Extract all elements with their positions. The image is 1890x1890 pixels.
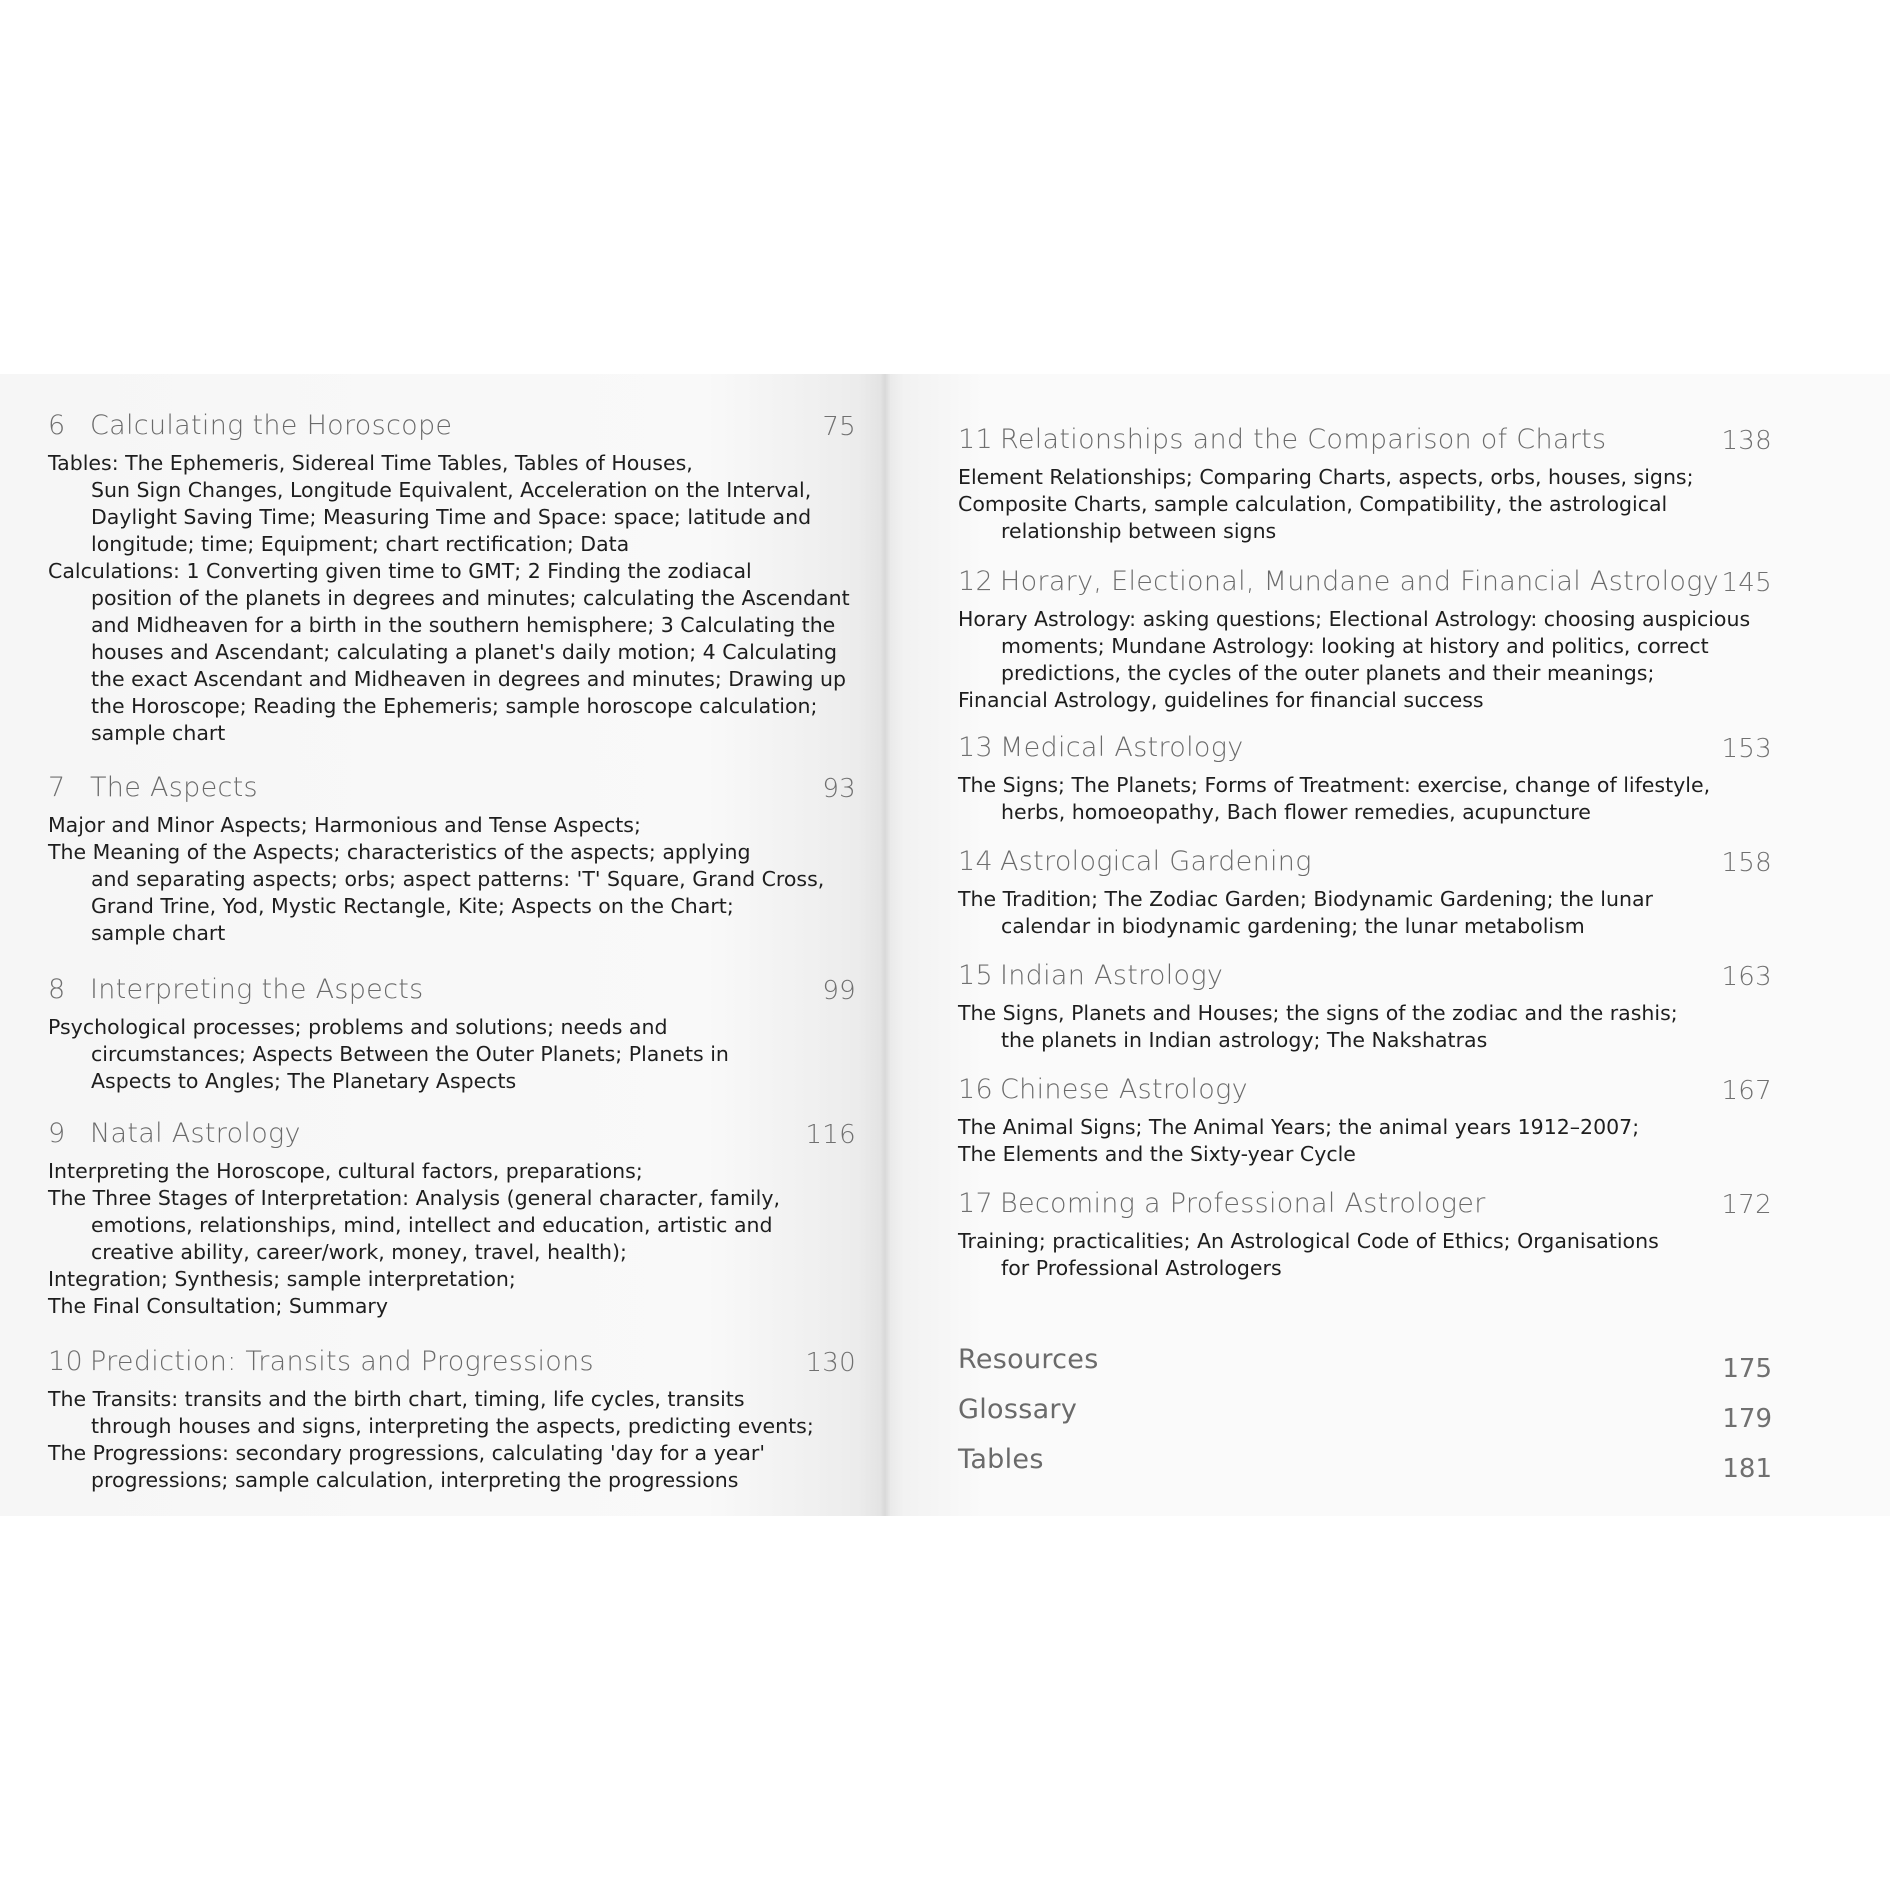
back-matter-title: Tables: [958, 1444, 1044, 1475]
chapter-description: [958, 772, 1772, 826]
description-line: Horary Astrology: asking questions; Electional Astrology: choosing auspicious: [958, 607, 1751, 631]
chapter-heading: [958, 846, 1772, 884]
chapter-title: Medical Astrology: [1000, 732, 1244, 763]
chapter-page-number: 93: [822, 774, 856, 804]
chapter-heading: [48, 1118, 856, 1156]
description-line: moments; Mundane Astrology: looking at history and politics, correct: [1001, 634, 1709, 658]
chapter-title: Horary, Electional, Mundane and Financial Astrology: [1000, 566, 1720, 597]
description-line: for Professional Astrologers: [1001, 1256, 1282, 1280]
back-matter-title: Glossary: [958, 1394, 1078, 1425]
chapter-heading: [48, 1346, 856, 1384]
toc-entry: [48, 410, 856, 747]
chapter-title: Astrological Gardening: [1000, 846, 1312, 877]
description-line: The Elements and the Sixty-year Cycle: [958, 1142, 1356, 1166]
chapter-description: [48, 450, 856, 747]
chapter-heading: [958, 424, 1772, 462]
chapter-title: Relationships and the Comparison of Charts: [1000, 424, 1607, 455]
chapter-heading: [958, 566, 1772, 604]
description-line: Major and Minor Aspects; Harmonious and Tense Aspects;: [48, 813, 641, 837]
description-line: sample chart: [91, 721, 226, 745]
chapter-description: [958, 464, 1772, 545]
description-line: Tables: The Ephemeris, Sidereal Time Tables, Tables of Houses,: [48, 451, 693, 475]
description-line: emotions, relationships, mind, intellect and education, artistic and: [91, 1213, 773, 1237]
chapter-number: 13: [958, 732, 993, 763]
description-line: calendar in biodynamic gardening; the lunar metabolism: [1001, 914, 1585, 938]
description-line: Calculations: 1 Converting given time to GMT; 2 Finding the zodiacal: [48, 559, 752, 583]
description-line: progressions; sample calculation, interpreting the progressions: [91, 1468, 739, 1492]
description-line: sample chart: [91, 921, 226, 945]
chapter-description: [48, 1014, 856, 1095]
description-line: Integration; Synthesis; sample interpretation;: [48, 1267, 516, 1291]
description-line: Interpreting the Horoscope, cultural factors, preparations;: [48, 1159, 643, 1183]
description-line: predictions, the cycles of the outer planets and their meanings;: [1001, 661, 1655, 685]
description-line: longitude; time; Equipment; chart rectification; Data: [91, 532, 630, 556]
back-matter-entry: [958, 1444, 1772, 1494]
chapter-description: [958, 1228, 1772, 1282]
description-line: the Horoscope; Reading the Ephemeris; sample horoscope calculation;: [91, 694, 818, 718]
description-line: The Signs; The Planets; Forms of Treatment: exercise, change of lifestyle,: [958, 773, 1711, 797]
chapter-page-number: 167: [1721, 1076, 1772, 1106]
back-matter-entry: [958, 1344, 1772, 1394]
description-line: Financial Astrology, guidelines for financial success: [958, 688, 1484, 712]
description-line: houses and Ascendant; calculating a planet's daily motion; 4 Calculating: [91, 640, 838, 664]
description-line: The Animal Signs; The Animal Years; the animal years 1912–2007;: [958, 1115, 1640, 1139]
chapter-title: Interpreting the Aspects: [90, 974, 424, 1005]
description-line: The Transits: transits and the birth chart, timing, life cycles, transits: [48, 1387, 745, 1411]
chapter-number: 11: [958, 424, 993, 455]
description-line: Aspects to Angles; The Planetary Aspects: [91, 1069, 517, 1093]
chapter-heading: [958, 732, 1772, 770]
description-line: relationship between signs: [1001, 519, 1277, 543]
chapter-description: [958, 886, 1772, 940]
description-line: creative ability, career/work, money, travel, health);: [91, 1240, 627, 1264]
right-page: [884, 374, 1890, 1516]
back-matter-entry: [958, 1394, 1772, 1444]
chapter-heading: [48, 772, 856, 810]
chapter-heading: [48, 974, 856, 1012]
toc-entry: [958, 566, 1772, 714]
chapter-number: 9: [48, 1118, 66, 1149]
description-line: the exact Ascendant and Midheaven in degrees and minutes; Drawing up: [91, 667, 847, 691]
description-line: and Midheaven for a birth in the southern hemisphere; 3 Calculating the: [91, 613, 836, 637]
chapter-number: 10: [48, 1346, 83, 1377]
chapter-page-number: 145: [1721, 568, 1772, 598]
chapter-heading: [48, 410, 856, 448]
description-line: Composite Charts, sample calculation, Compatibility, the astrological: [958, 492, 1668, 516]
toc-entry: [958, 424, 1772, 545]
description-line: Psychological processes; problems and solutions; needs and: [48, 1015, 668, 1039]
toc-entry: [958, 960, 1772, 1054]
chapter-page-number: 153: [1721, 734, 1772, 764]
description-line: and separating aspects; orbs; aspect patterns: 'T' Square, Grand Cross,: [91, 867, 825, 891]
toc-entry: [48, 772, 856, 947]
description-line: The Three Stages of Interpretation: Analysis (general character, family,: [48, 1186, 780, 1210]
chapter-page-number: 172: [1721, 1190, 1772, 1220]
chapter-title: Natal Astrology: [90, 1118, 301, 1149]
chapter-description: [48, 1386, 856, 1494]
chapter-title: Chinese Astrology: [1000, 1074, 1248, 1105]
description-line: through houses and signs, interpreting the aspects, predicting events;: [91, 1414, 814, 1438]
chapter-heading: [958, 1188, 1772, 1226]
chapter-page-number: 75: [822, 412, 856, 442]
toc-entry: [48, 1118, 856, 1320]
chapter-number: 7: [48, 772, 66, 803]
description-line: Element Relationships; Comparing Charts, aspects, orbs, houses, signs;: [958, 465, 1694, 489]
toc-entry: [48, 974, 856, 1095]
toc-entry: [958, 732, 1772, 826]
description-line: The Signs, Planets and Houses; the signs of the zodiac and the rashis;: [958, 1001, 1678, 1025]
chapter-description: [958, 606, 1772, 714]
left-page: [0, 374, 884, 1516]
chapter-description: [958, 1114, 1772, 1168]
chapter-description: [48, 1158, 856, 1320]
chapter-page-number: 116: [805, 1120, 856, 1150]
description-line: The Meaning of the Aspects; characteristics of the aspects; applying: [48, 840, 751, 864]
chapter-description: [958, 1000, 1772, 1054]
chapter-page-number: 130: [805, 1348, 856, 1378]
toc-entry: [958, 1074, 1772, 1168]
chapter-page-number: 138: [1721, 426, 1772, 456]
description-line: The Final Consultation; Summary: [48, 1294, 388, 1318]
chapter-number: 6: [48, 410, 66, 441]
chapter-title: Prediction: Transits and Progressions: [90, 1346, 594, 1377]
description-line: herbs, homoeopathy, Bach flower remedies, acupuncture: [1001, 800, 1591, 824]
chapter-number: 15: [958, 960, 993, 991]
chapter-title: Becoming a Professional Astrologer: [1000, 1188, 1486, 1219]
book-gutter: [880, 374, 890, 1516]
chapter-number: 12: [958, 566, 993, 597]
back-matter-page-number: 179: [1722, 1404, 1772, 1434]
chapter-title: Calculating the Horoscope: [90, 410, 453, 441]
book-spread: [0, 374, 1890, 1516]
description-line: Sun Sign Changes, Longitude Equivalent, Acceleration on the Interval,: [91, 478, 812, 502]
chapter-page-number: 158: [1721, 848, 1772, 878]
chapter-title: The Aspects: [90, 772, 258, 803]
chapter-number: 14: [958, 846, 993, 877]
back-matter-page-number: 175: [1722, 1354, 1772, 1384]
chapter-page-number: 163: [1721, 962, 1772, 992]
toc-entry: [958, 846, 1772, 940]
description-line: Training; practicalities; An Astrological Code of Ethics; Organisations: [958, 1229, 1659, 1253]
chapter-description: [48, 812, 856, 947]
description-line: Grand Trine, Yod, Mystic Rectangle, Kite; Aspects on the Chart;: [91, 894, 734, 918]
description-line: position of the planets in degrees and minutes; calculating the Ascendant: [91, 586, 850, 610]
chapter-number: 8: [48, 974, 66, 1005]
description-line: The Tradition; The Zodiac Garden; Biodynamic Gardening; the lunar: [958, 887, 1653, 911]
chapter-title: Indian Astrology: [1000, 960, 1224, 991]
description-line: circumstances; Aspects Between the Outer Planets; Planets in: [91, 1042, 729, 1066]
description-line: Daylight Saving Time; Measuring Time and Space: space; latitude and: [91, 505, 812, 529]
toc-entry: [958, 1188, 1772, 1282]
back-matter-title: Resources: [958, 1344, 1099, 1375]
chapter-page-number: 99: [822, 976, 856, 1006]
toc-entry: [48, 1346, 856, 1494]
chapter-heading: [958, 960, 1772, 998]
chapter-number: 16: [958, 1074, 993, 1105]
back-matter-page-number: 181: [1722, 1454, 1772, 1484]
chapter-heading: [958, 1074, 1772, 1112]
description-line: the planets in Indian astrology; The Nakshatras: [1001, 1028, 1488, 1052]
chapter-number: 17: [958, 1188, 993, 1219]
description-line: The Progressions: secondary progressions, calculating 'day for a year': [48, 1441, 765, 1465]
